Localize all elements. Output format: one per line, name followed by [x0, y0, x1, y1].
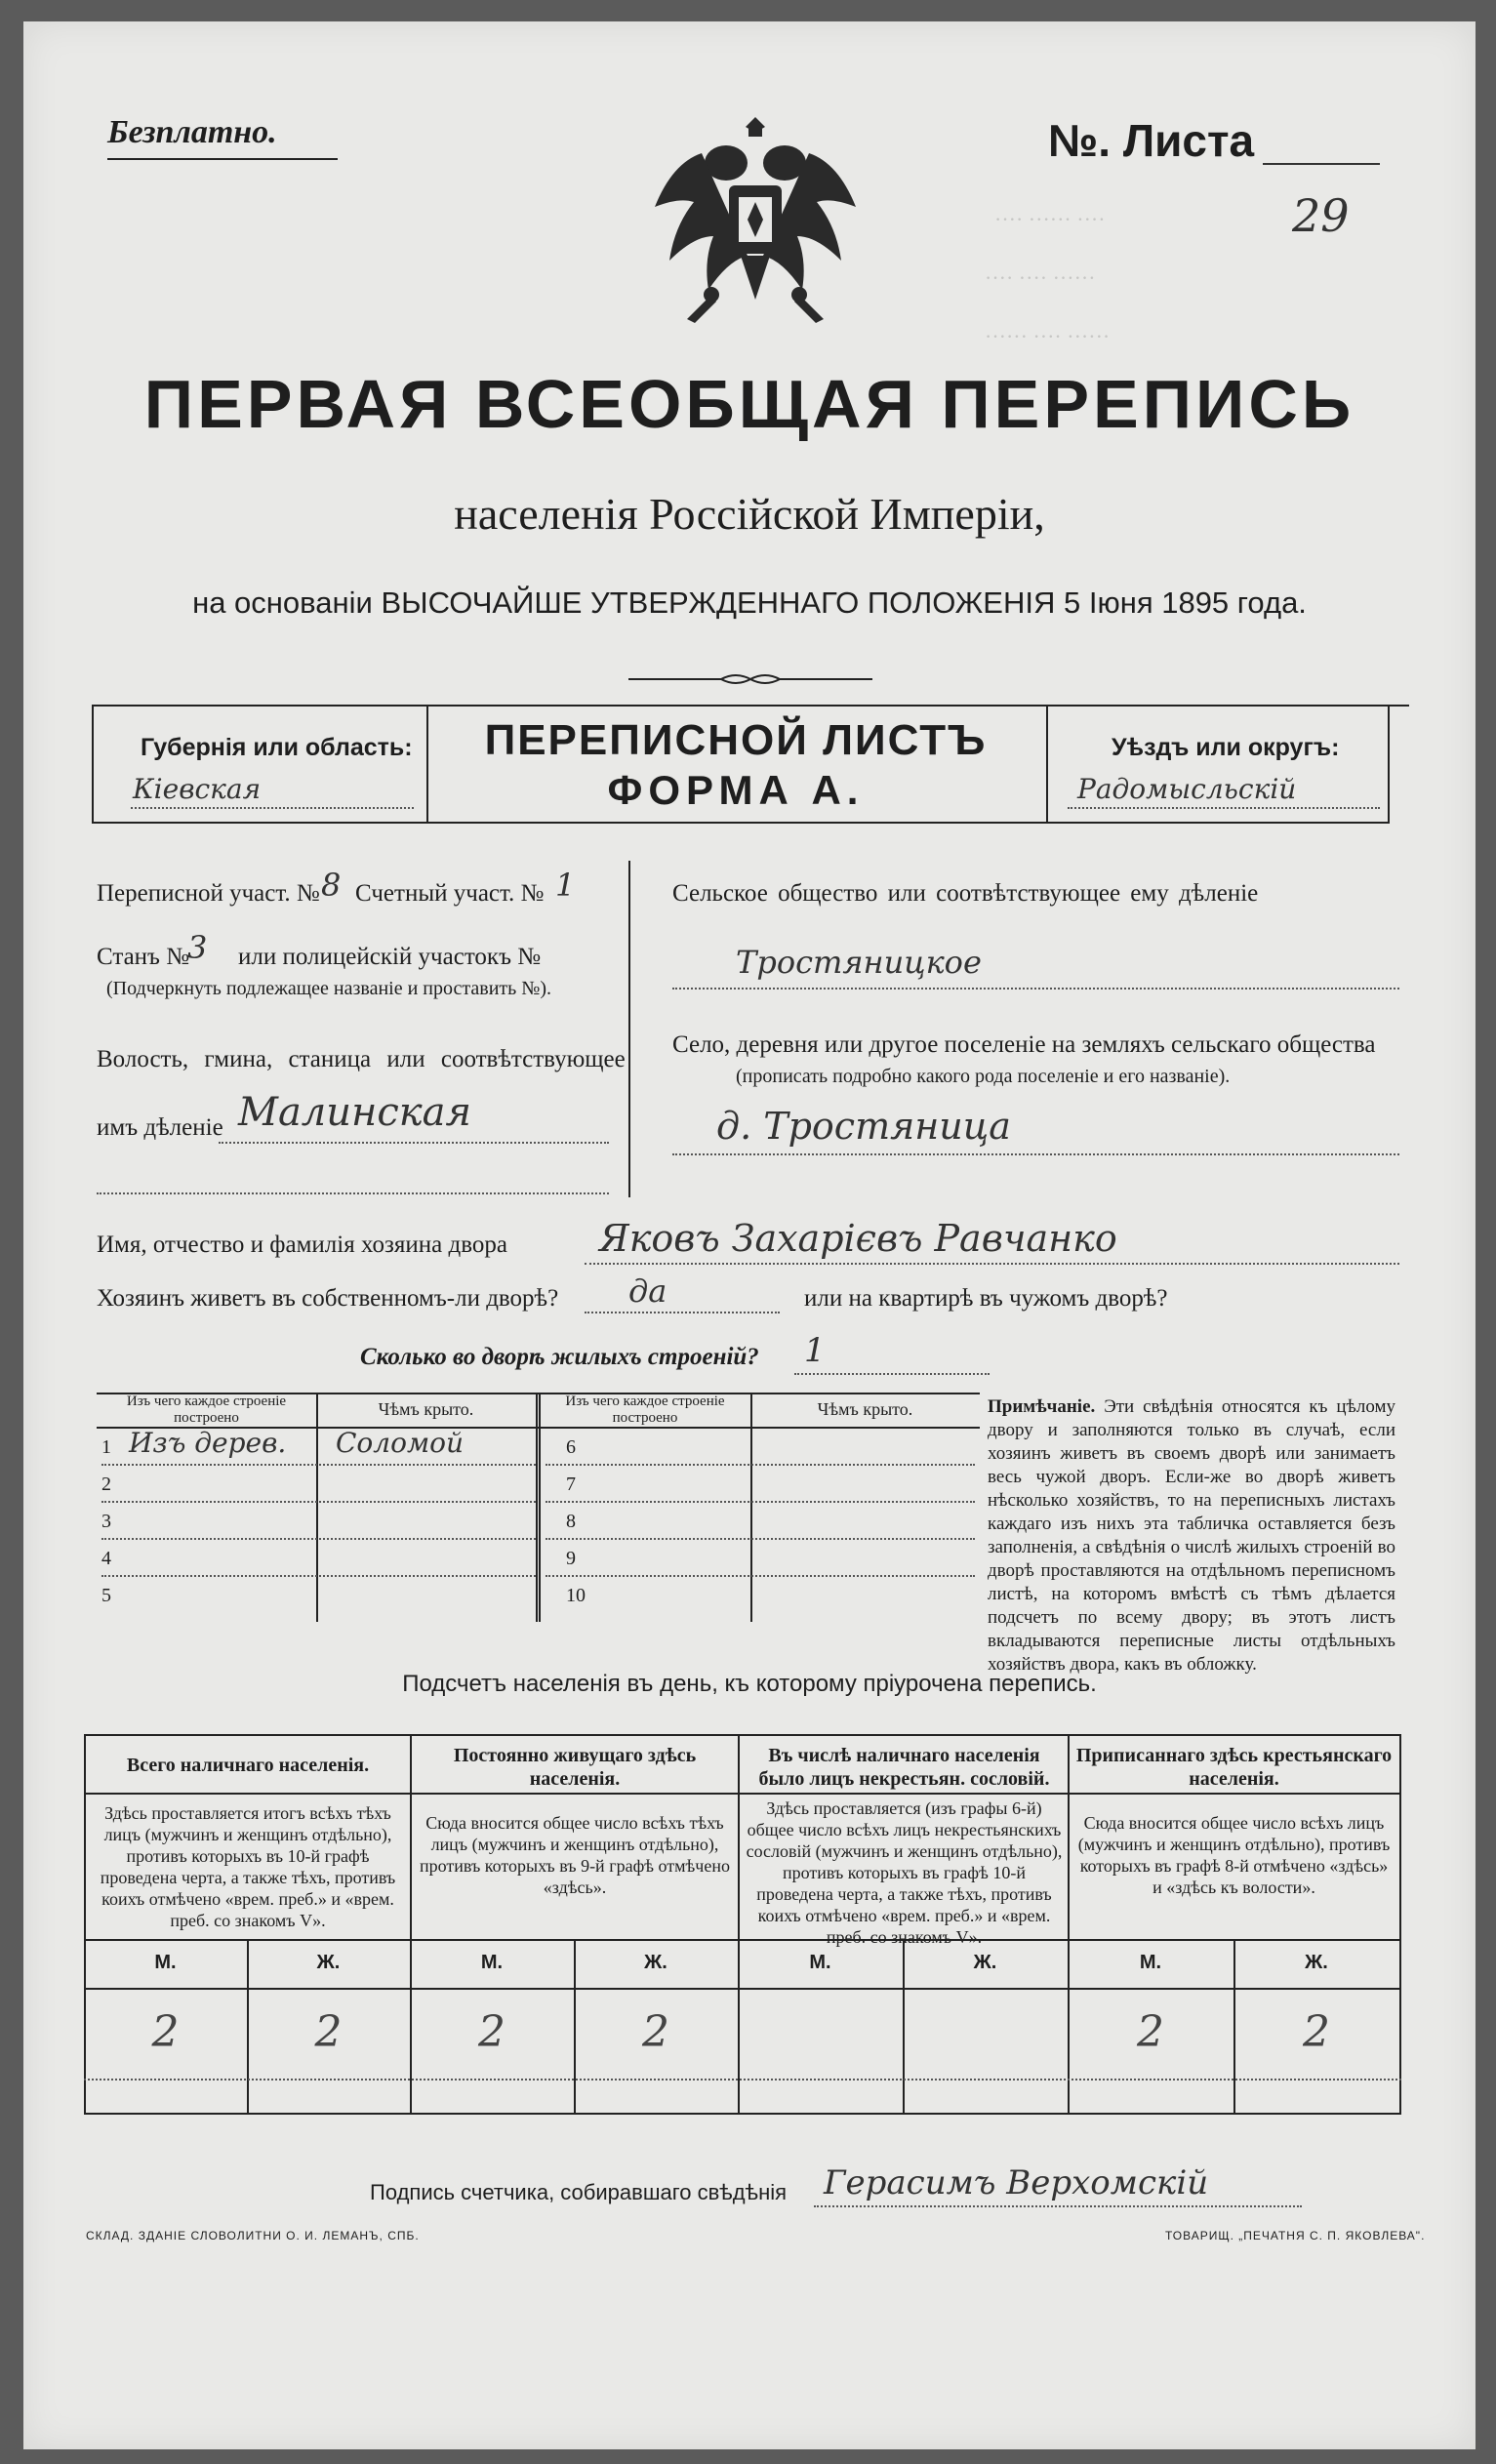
pop-col-nonpeasant-desc: Здѣсь проставляется (изъ графы 6-й) общее число всѣхъ лицъ некрестьянскихъ сословій (мужчинъ и женщинъ отдѣльно), противъ которыхъ въ графѣ 10-й проведена черта, а также тѣхъ, противъ коихъ отмѣчено «врем. преб.» и «врем. преб. со знакомъ V».: [746, 1798, 1063, 1947]
bleed-through-text: ···· ···· ······: [985, 265, 1096, 290]
village-value: д. Тростяница: [716, 1105, 1011, 1148]
building-row-line: [546, 1501, 975, 1503]
counting-area-value: 1: [555, 867, 576, 904]
sheet-number-line: [1263, 163, 1380, 165]
building-row-line: [546, 1575, 975, 1577]
pop-col-total-head: Всего наличнаго населенія.: [126, 1755, 370, 1776]
owner-lives-label: Хозяинъ живетъ въ собственномъ-ли дворѣ?: [97, 1285, 559, 1312]
buildings-note: [988, 1395, 1395, 1676]
pop-table-left: [84, 1734, 86, 2115]
counting-area-label: Счетный участ. №: [355, 880, 545, 907]
imperial-eagle-icon: [643, 109, 868, 348]
building-row-num: 2: [101, 1474, 111, 1495]
society-value: Тростяницкое: [736, 944, 982, 981]
form-main-title: ПЕРВАЯ ВСЕОБЩАЯ ПЕРЕПИСЬ: [143, 366, 1355, 442]
form-title-sheet: ПЕРЕПИСНОЙ ЛИСТЪ: [484, 716, 988, 764]
resident-female-value: 2: [642, 2007, 669, 2057]
pop-table-col: [738, 1734, 740, 2115]
buildings-col-material: Изъ чего каждое строеніе построено: [126, 1394, 287, 1426]
building-row-num: 4: [101, 1548, 111, 1569]
buildings-col-material-2: Изъ чего каждое строеніе построено: [565, 1394, 725, 1426]
signature-line: [814, 2205, 1302, 2207]
building-row-num: 9: [566, 1548, 576, 1569]
police-area-label: или полицейскій участокъ №: [238, 944, 542, 970]
building-row-line: [101, 1501, 536, 1503]
signature-value: Герасимъ Верхомскій: [824, 2163, 1209, 2202]
province-label: Губернія или область:: [141, 734, 413, 761]
volost-label-cont: имъ дѣленіе: [97, 1114, 223, 1141]
census-area-label: Переписной участ. №: [97, 880, 320, 907]
fields-divider: [628, 861, 630, 1197]
volost-line: [219, 1142, 609, 1144]
buildings-col-roof-2: Чѣмъ крыто.: [817, 1399, 913, 1419]
form-box-right-rule: [1388, 705, 1390, 822]
form-title-form-a: ФОРМА А.: [607, 767, 865, 813]
buildings-col-roof: Чѣмъ крыто.: [378, 1399, 474, 1419]
building-row-line: [101, 1538, 536, 1540]
pop-col-peasant-head: Приписаннаго здѣсь крестьянскаго населенія.: [1075, 1745, 1393, 1790]
pop-col-resident-head: Постоянно живущаго здѣсь населенія.: [453, 1745, 697, 1790]
pop-table-col: [1068, 1734, 1070, 2115]
female-label: Ж.: [973, 1952, 997, 1973]
buildings-table-col: [536, 1393, 538, 1622]
pop-table-top: [84, 1734, 1401, 1736]
district-line: [1068, 807, 1380, 809]
owner-lives-line: [585, 1312, 780, 1313]
buildings-count-value: 1: [804, 1331, 826, 1370]
pop-col-peasant-desc: Сюда вносится общее число всѣхъ лицъ (мужчинъ и женщинъ отдѣльно), противъ которыхъ въ графѣ 8-й отмѣчено «здѣсь» и «здѣсь къ волости».: [1077, 1813, 1391, 1897]
buildings-table-col: [750, 1393, 752, 1622]
building-material-value: Изъ дерев.: [129, 1427, 287, 1459]
district-value: Радомысльскій: [1077, 773, 1297, 805]
owner-name-value: Яковъ Захарієвъ Равчанко: [599, 1217, 1117, 1260]
male-label: М.: [809, 1952, 831, 1973]
population-heading: Подсчетъ населенія въ день, къ которому пріурочена перепись.: [402, 1671, 1097, 1697]
volost-value: Малинская: [238, 1090, 472, 1135]
bleed-through-text: ······ ···· ······: [985, 324, 1111, 348]
pop-table-desc-rule: [84, 1939, 1401, 1941]
female-label: Ж.: [316, 1952, 341, 1973]
form-basis-line: на основаніи ВЫСОЧАЙШЕ УТВЕРЖДЕННАГО ПОЛОЖЕНІЯ 5 Іюня 1895 года.: [192, 586, 1307, 620]
bleed-through-text: ···· ······ ····: [994, 207, 1106, 231]
note-text: Эти свѣдѣнія относятся къ цѣлому двору и заполняются только въ случаѣ, если хозяинъ живетъ въ своемъ дворѣ или занимаетъ весь чужой дворъ. Если-же во дворѣ живетъ нѣсколько хозяйствъ, то на переписныхъ листахъ каждаго изъ нихъ эта табличка оставляется безъ заполненія, а свѣдѣнія о числѣ жилыхъ строеній во дворѣ проставляются на отдѣльномъ переписномъ листѣ, на которомъ вмѣстѣ съ тѣмъ дѣлается подсчетъ по всему двору; въ этотъ листъ вкладываются переписные листы отдѣльныхъ хозяйствъ двора, какъ въ обложку.: [988, 1396, 1395, 1675]
building-row-line: [546, 1464, 975, 1466]
stan-value: 3: [187, 929, 208, 966]
pop-table-right: [1399, 1734, 1401, 2115]
building-row-line: [101, 1575, 536, 1577]
buildings-count-label: Сколько во дворѣ жилыхъ строеній?: [360, 1344, 759, 1370]
buildings-count-line: [794, 1373, 990, 1375]
signature-label: Подпись счетчика, собиравшаго свѣдѣнія: [370, 2180, 788, 2204]
owner-rent-label: или на квартирѣ въ чужомъ дворѣ?: [804, 1285, 1168, 1312]
form-box-bottom-rule: [92, 822, 1390, 824]
female-label: Ж.: [1305, 1952, 1328, 1973]
building-row-line: [101, 1464, 536, 1466]
pop-table-value-line: [84, 2079, 1401, 2080]
village-label: Село, деревня или другое поселеніе на земляхъ сельскаго общества: [672, 1031, 1376, 1058]
building-row-num: 10: [566, 1585, 586, 1606]
census-area-value: 8: [321, 867, 342, 904]
male-label: М.: [154, 1952, 177, 1973]
building-row-num: 1: [101, 1436, 111, 1458]
district-label: Уѣздъ или округъ:: [1112, 734, 1340, 761]
census-form-page: [23, 21, 1476, 2449]
underline-hint: (Подчеркнуть подлежащее названіе и проставить №).: [106, 978, 551, 999]
male-label: М.: [480, 1952, 504, 1973]
province-value: Кіевская: [133, 773, 262, 805]
building-roof-value: Соломой: [336, 1427, 465, 1459]
total-female-value: 2: [314, 2007, 343, 2057]
society-line: [672, 988, 1399, 990]
pop-col-nonpeasant-head: Въ числѣ наличнаго населенія было лицъ некрестьян. сословій.: [758, 1745, 1050, 1790]
total-male-value: 2: [151, 2007, 180, 2057]
building-row-line: [546, 1538, 975, 1540]
buildings-table-col: [539, 1393, 541, 1622]
sheet-number-label: №. Листа: [1048, 115, 1255, 166]
sheet-number-value: 29: [1292, 189, 1350, 242]
form-box-divider: [1046, 705, 1048, 822]
resident-male-value: 2: [478, 2007, 505, 2057]
volost-label: Волость, гмина, станица или соотвѣтствующее: [97, 1046, 626, 1072]
form-box-top-rule: [92, 705, 1409, 707]
village-hint: (прописать подробно какого рода поселеніе и его названіе).: [736, 1066, 1231, 1087]
pop-col-total-desc: Здѣсь проставляется итогъ всѣхъ тѣхъ лицъ (мужчинъ и женщинъ отдѣльно), противъ которыхъ въ 10-й графѣ проведена черта, а также тѣхъ, противъ коихъ отмѣчено «врем. преб.» и «врем. преб. со знакомъ V».: [100, 1803, 396, 1930]
volost-line-2: [97, 1192, 609, 1194]
pop-table-bottom: [84, 2113, 1401, 2115]
village-line: [672, 1153, 1399, 1155]
pop-col-resident-desc: Сюда вносится общее число всѣхъ тѣхъ лицъ (мужчинъ и женщинъ отдѣльно), противъ которыхъ въ 9-й графѣ отмѣчено «здѣсь».: [420, 1813, 730, 1897]
stan-label: Станъ №: [97, 944, 190, 970]
form-box-left-rule: [92, 705, 94, 822]
owner-name-line: [585, 1263, 1399, 1265]
male-label: М.: [1139, 1952, 1162, 1973]
ornament-divider-icon: [628, 670, 872, 688]
form-subtitle: населенія Россійской Имперіи,: [454, 489, 1045, 539]
pop-table-mf-rule: [84, 1988, 1401, 1990]
free-underline: [107, 158, 338, 160]
note-title: Примѣчаніе.: [988, 1396, 1096, 1417]
building-row-num: 3: [101, 1511, 111, 1532]
female-label: Ж.: [644, 1952, 667, 1973]
building-row-num: 8: [566, 1511, 576, 1532]
buildings-table-col: [316, 1393, 318, 1622]
free-label: Безплатно.: [107, 114, 277, 150]
owner-name-label: Имя, отчество и фамилія хозяина двора: [97, 1232, 507, 1258]
form-box-divider: [426, 705, 428, 822]
province-line: [131, 807, 414, 809]
building-row-num: 6: [566, 1436, 576, 1458]
pop-table-head-rule: [84, 1793, 1401, 1795]
footer-printer: ТОВАРИЩ. „ПЕЧАТНЯ С. П. ЯКОВЛЕВА".: [1165, 2229, 1426, 2242]
peasant-male-value: 2: [1137, 2007, 1164, 2057]
society-label: Сельское общество или соотвѣтствующее ему дѣленіе: [672, 880, 1259, 907]
pop-table-col: [410, 1734, 412, 2115]
building-row-num: 7: [566, 1474, 576, 1495]
peasant-female-value: 2: [1303, 2007, 1330, 2057]
building-row-num: 5: [101, 1585, 111, 1606]
owner-lives-value: да: [628, 1272, 667, 1310]
footer-typefoundry: СКЛАД. ЗДАНІЕ СЛОВОЛИТНИ О. И. ЛЕМАНЪ, СПБ.: [86, 2229, 420, 2242]
